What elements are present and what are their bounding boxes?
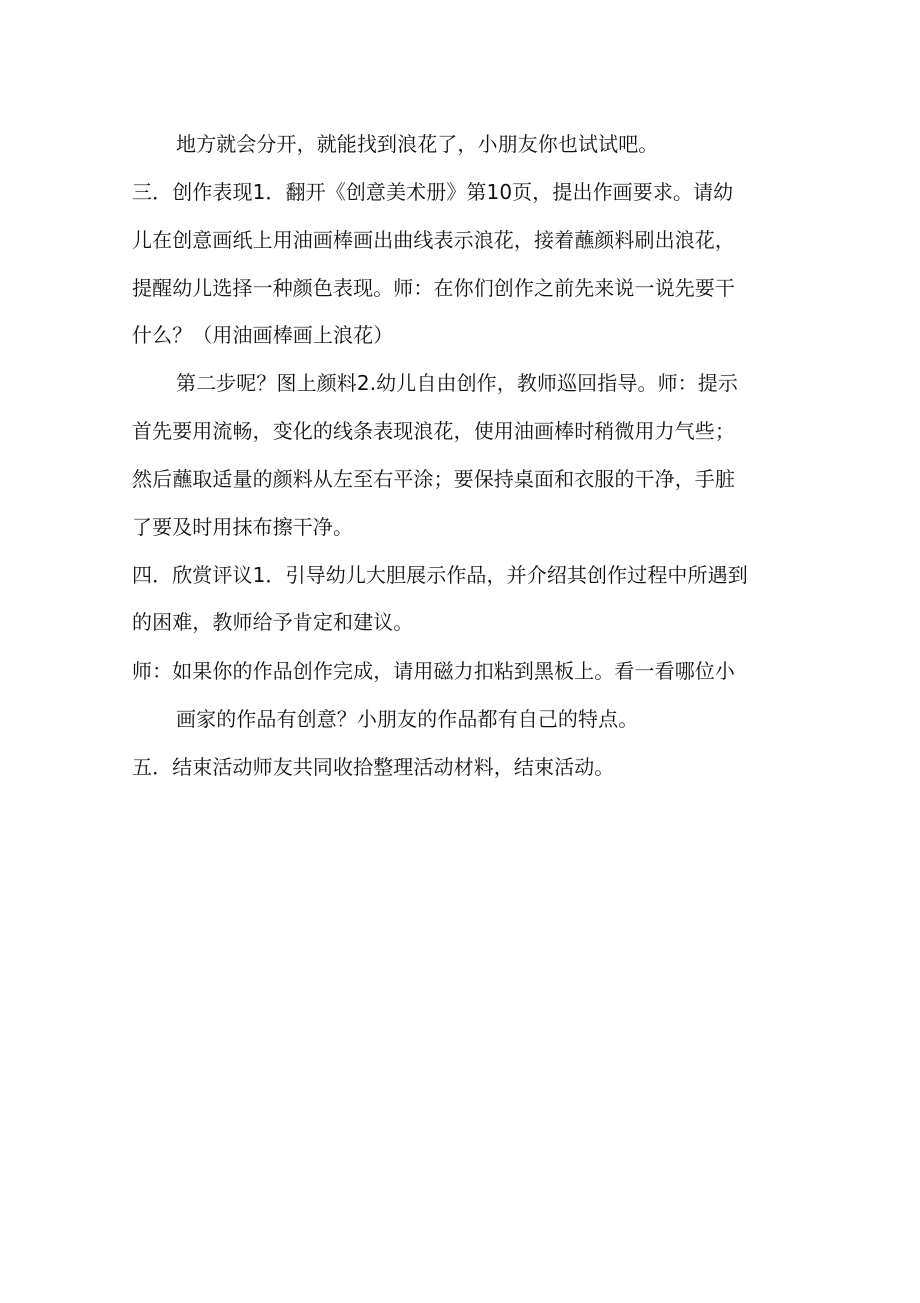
section-three-heading-line: 三．创作表现1．翻开《创意美术册》第10页，提出作画要求。请幼: [132, 180, 734, 204]
text-line: 第二步呢？图上颜料2.幼儿自由创作，教师巡回指导。师：提示: [176, 371, 738, 395]
text-line: 儿在创意画纸上用油画棒画出曲线表示浪花，接着蘸颜料刷出浪花，: [132, 228, 735, 252]
text-line: 提醒幼儿选择一种颜色表现。师：在你们创作之前先来说一说先要干: [132, 276, 735, 300]
text-line: 首先要用流畅，变化的线条表现浪花，使用油画棒时稍微用力气些；: [132, 419, 735, 443]
text-line: 地方就会分开，就能找到浪花了，小朋友你也试试吧。: [176, 132, 659, 156]
teacher-speech-line: 师：如果你的作品创作完成，请用磁力扣粘到黑板上。看一看哪位小: [132, 659, 735, 683]
text-line: 什么？（用油画棒画上浪花）: [132, 323, 394, 347]
text-line: 了要及时用抹布擦干净。: [132, 515, 354, 539]
section-five-heading-line: 五．结束活动师友共同收拾整理活动材料，结束活动。: [132, 755, 615, 779]
text-line: 画家的作品有创意？小朋友的作品都有自己的特点。: [176, 707, 639, 731]
section-four-heading-line: 四．欣赏评议1．引导幼儿大胆展示作品，并介绍其创作过程中所遇到: [132, 563, 748, 587]
text-line: 的困难，教师给予肯定和建议。: [132, 610, 414, 634]
text-line: 然后蘸取适量的颜料从左至右平涂；要保持桌面和衣服的干净，手脏: [132, 467, 735, 491]
